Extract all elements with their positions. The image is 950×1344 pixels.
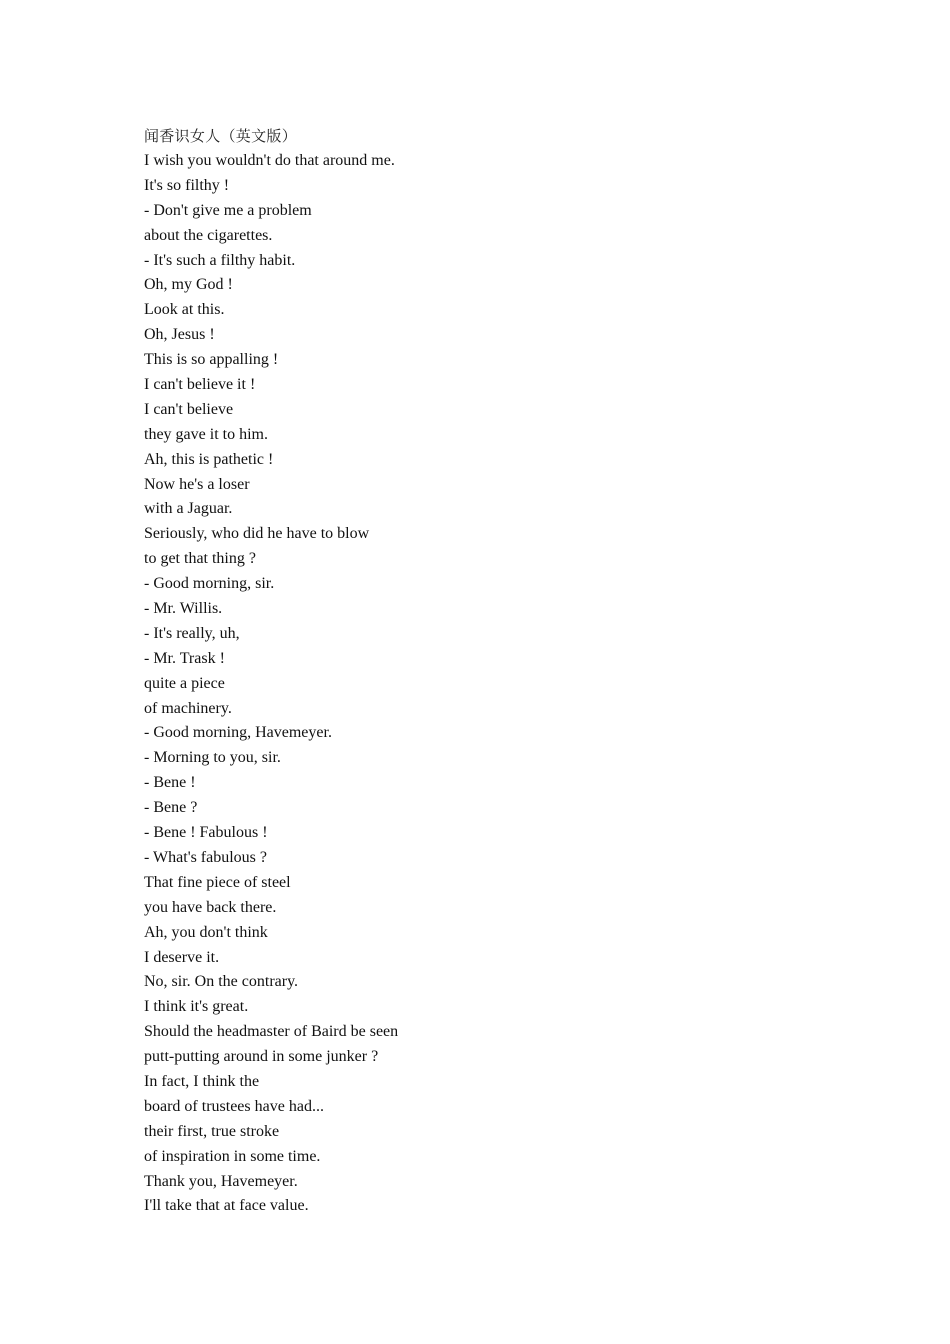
- script-line: Ah, this is pathetic !: [144, 450, 274, 468]
- script-line: - It's such a filthy habit.: [144, 251, 296, 269]
- script-line: - Good morning, sir.: [144, 575, 275, 593]
- script-line: I can't believe it !: [144, 376, 256, 394]
- script-line: I deserve it.: [144, 948, 220, 966]
- script-line: Ah, you don't think: [144, 923, 268, 941]
- script-line: with a Jaguar.: [144, 500, 233, 518]
- script-line: to get that thing ?: [144, 550, 256, 568]
- script-line: - Bene ! Fabulous !: [144, 824, 268, 842]
- script-line: they gave it to him.: [144, 425, 268, 443]
- script-line: - It's really, uh,: [144, 624, 240, 642]
- script-line: Should the headmaster of Baird be seen: [144, 1023, 399, 1041]
- script-line: - Mr. Willis.: [144, 600, 223, 618]
- script-lines: [144, 149, 844, 1219]
- script-line: about the cigarettes.: [144, 226, 273, 244]
- document-title: 闻香识女人（英文版）: [144, 127, 298, 145]
- script-line: I can't believe: [144, 400, 234, 418]
- script-line: No, sir. On the contrary.: [144, 973, 299, 991]
- script-line: - Bene !: [144, 774, 196, 792]
- document-body: [144, 124, 844, 1219]
- script-line: I wish you wouldn't do that around me.: [144, 152, 395, 169]
- script-line: That fine piece of steel: [144, 873, 291, 891]
- script-line: Oh, Jesus !: [144, 326, 215, 344]
- script-line: This is so appalling !: [144, 351, 279, 369]
- script-line: Oh, my God !: [144, 276, 233, 294]
- script-line: of machinery.: [144, 699, 232, 717]
- script-line: I think it's great.: [144, 998, 249, 1016]
- script-line: their first, true stroke: [144, 1122, 280, 1140]
- script-line: - What's fabulous ?: [144, 848, 267, 866]
- script-line: you have back there.: [144, 898, 277, 916]
- script-line: I'll take that at face value.: [144, 1197, 309, 1215]
- script-line: Thank you, Havemeyer.: [144, 1172, 298, 1190]
- script-line: - Bene ?: [144, 799, 198, 817]
- script-line: quite a piece: [144, 674, 225, 692]
- script-line: of inspiration in some time.: [144, 1147, 321, 1165]
- script-line: putt-putting around in some junker ?: [144, 1048, 379, 1066]
- script-line: It's so filthy !: [144, 176, 230, 194]
- script-line: board of trustees have had...: [144, 1097, 324, 1115]
- script-line: In fact, I think the: [144, 1072, 260, 1090]
- script-line: - Morning to you, sir.: [144, 749, 281, 767]
- script-line: Seriously, who did he have to blow: [144, 525, 370, 543]
- script-line: - Good morning, Havemeyer.: [144, 724, 332, 742]
- script-line: - Mr. Trask !: [144, 649, 225, 667]
- script-line: - Don't give me a problem: [144, 201, 312, 219]
- script-line: Look at this.: [144, 301, 225, 319]
- script-line: Now he's a loser: [144, 475, 250, 493]
